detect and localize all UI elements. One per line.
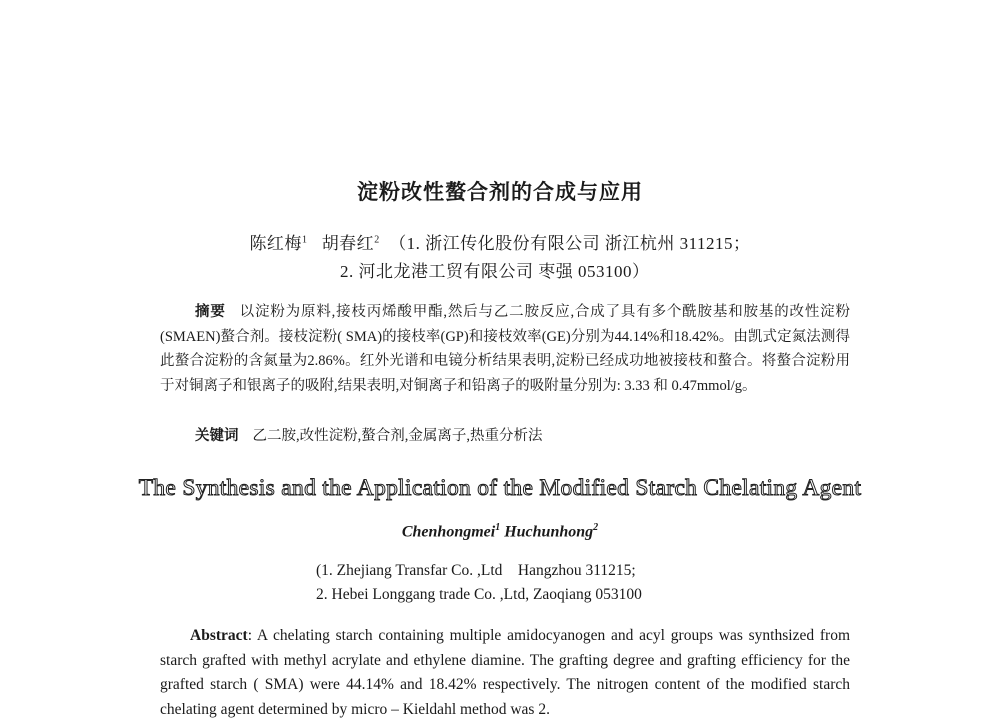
author-2: 胡春红: [321, 234, 375, 253]
abstract-text: 以淀粉为原料,接枝丙烯酸甲酯,然后与乙二胺反应,合成了具有多个酰胺基和胺基的改性淀粉(SMAEN)螯合剂。接枝淀粉( SMA)的接枝率(GP)和接枝效率(GE)分别为44.14%和18.42%。由凯式定氮法测得此螯合淀粉的含氮量为2.86%。红外光谱和电镜分析结果表明,淀粉已经成功地被接枝和螯合。将螯合淀粉用于对铜离子和银离子的吸附,结果表明,对铜离子和铅离子的吸附量分别为: 3.33 和 0.47mmol/g。: [160, 304, 851, 394]
en-author-1-sup: 1: [495, 522, 501, 533]
en-author-2: Huchunhong: [504, 523, 594, 541]
author-1: 陈红梅: [249, 234, 302, 253]
en-abstract-label: Abstract: [190, 627, 248, 644]
abstract-label: 摘要: [195, 304, 226, 320]
keywords-label: 关键词: [195, 428, 239, 444]
english-authors: [0, 522, 1000, 541]
english-affiliation-1: (1. Zhejiang Transfar Co. ,Ltd Hangzhou 311215;: [316, 562, 636, 579]
chinese-title: 淀粉改性螯合剂的合成与应用: [357, 180, 643, 204]
english-title: The Synthesis and the Application of the Modified Starch Chelating Agent: [138, 475, 862, 501]
affiliation-1: （1. 浙江传化股份有限公司 浙江杭州 311215；: [389, 234, 751, 253]
chinese-keywords: [195, 424, 543, 445]
english-affiliation-2: 2. Hebei Longgang trade Co. ,Ltd, Zaoqiang 053100: [316, 586, 642, 603]
english-abstract: [160, 624, 850, 722]
en-author-2-sup: 2: [593, 522, 599, 533]
author-1-sup: 1: [301, 234, 308, 246]
affiliation-2: 2. 河北龙港工贸有限公司 枣强 053100）: [340, 262, 650, 281]
keywords-text: 乙二胺,改性淀粉,螯合剂,金属离子,热重分析法: [252, 428, 543, 444]
chinese-authors-line: [0, 229, 1000, 254]
en-abstract-text: : A chelating starch containing multiple amidocyanogen and acyl groups was synthsized from starch grafted with methyl acrylate and ethylene diamine. The grafting degree and grafting efficiency for the grafted starch ( SMA) were 44.14% and 18.42% respectively. The nitrogen content of the modified starch chelating agent determined by micro – Kieldahl method was 2.: [160, 627, 850, 718]
author-2-sup: 2: [374, 234, 380, 246]
chinese-abstract: [160, 300, 850, 398]
en-author-1: Chenhongmei: [401, 523, 496, 541]
